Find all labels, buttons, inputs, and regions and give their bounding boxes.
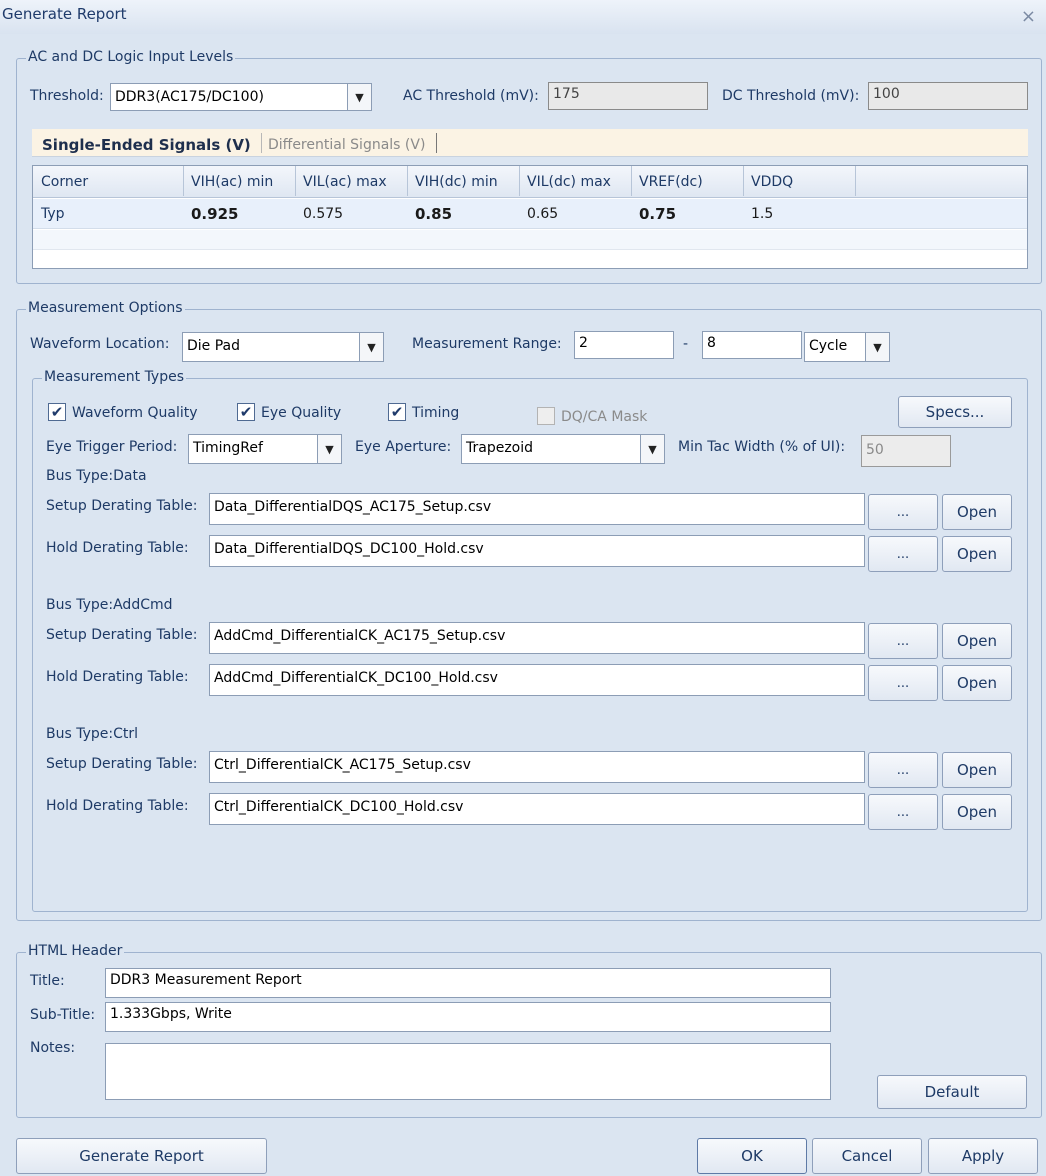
column-header: VIL(dc) max — [527, 174, 611, 190]
dc-threshold-field: 100 — [868, 82, 1028, 110]
eye-trigger-period-dropdown[interactable] — [188, 434, 342, 464]
eye-quality-checkbox[interactable]: ✔ — [237, 403, 255, 421]
open-button[interactable]: Open — [942, 752, 1012, 788]
table-cell: 0.85 — [415, 205, 453, 223]
bus-type-label: Bus Type:AddCmd — [46, 597, 173, 613]
browse-button[interactable]: ... — [868, 623, 938, 659]
hold-derating-input[interactable]: Ctrl_DifferentialCK_DC100_Hold.csv — [209, 793, 865, 825]
tab-differential[interactable]: Differential Signals (V) — [268, 137, 426, 153]
open-button[interactable]: Open — [942, 494, 1012, 530]
measurement-options-legend: Measurement Options — [28, 300, 183, 316]
browse-button[interactable]: ... — [868, 752, 938, 788]
eye-trigger-period-label: Eye Trigger Period: — [46, 439, 178, 455]
timing-label[interactable]: Timing — [412, 405, 460, 421]
hold-derating-input[interactable]: AddCmd_DifferentialCK_DC100_Hold.csv — [209, 664, 865, 696]
range-dash: - — [683, 336, 689, 352]
bus-type-label: Bus Type:Ctrl — [46, 726, 139, 742]
column-header: VDDQ — [751, 174, 794, 190]
table-cell: 0.925 — [191, 205, 239, 223]
table-empty-row — [33, 230, 1027, 250]
min-tac-width-label: Min Tac Width (% of UI): — [678, 439, 846, 455]
table-header — [33, 166, 1027, 198]
hold-derating-label: Hold Derating Table: — [46, 540, 189, 556]
browse-button[interactable]: ... — [868, 665, 938, 701]
table-cell: 0.575 — [303, 206, 344, 222]
range-to-input[interactable]: 8 — [702, 331, 802, 359]
eye-trigger-period-value: TimingRef — [193, 440, 263, 456]
hold-derating-label: Hold Derating Table: — [46, 798, 189, 814]
logic-levels-legend: AC and DC Logic Input Levels — [28, 49, 234, 65]
title-bar — [0, 0, 1046, 34]
tab-divider — [261, 133, 262, 153]
chevron-down-icon[interactable]: ▼ — [317, 435, 341, 463]
setup-derating-label: Setup Derating Table: — [46, 756, 198, 772]
open-button[interactable]: Open — [942, 794, 1012, 830]
dq-ca-mask-checkbox — [537, 407, 555, 425]
title-input[interactable]: DDR3 Measurement Report — [105, 968, 831, 998]
eye-aperture-value: Trapezoid — [466, 440, 534, 456]
setup-derating-label: Setup Derating Table: — [46, 627, 198, 643]
threshold-dropdown[interactable] — [110, 83, 372, 111]
generate-report-button[interactable]: Generate Report — [16, 1138, 267, 1174]
tab-single-ended[interactable]: Single-Ended Signals (V) — [42, 136, 251, 154]
bus-type-label: Bus Type:Data — [46, 468, 147, 484]
window-title: Generate Report — [2, 5, 127, 23]
open-button[interactable]: Open — [942, 665, 1012, 701]
apply-button[interactable]: Apply — [928, 1138, 1038, 1174]
waveform-location-label: Waveform Location: — [30, 336, 170, 352]
dq-ca-mask-label: DQ/CA Mask — [561, 409, 648, 425]
open-button[interactable]: Open — [942, 536, 1012, 572]
table-cell-corner: Typ — [41, 206, 65, 222]
subtitle-label: Sub-Title: — [30, 1007, 96, 1023]
table-cell: 1.5 — [751, 206, 774, 222]
open-button[interactable]: Open — [942, 623, 1012, 659]
waveform-location-dropdown[interactable] — [182, 332, 384, 362]
eye-quality-label[interactable]: Eye Quality — [261, 405, 342, 421]
ok-button[interactable]: OK — [697, 1138, 807, 1174]
chevron-down-icon[interactable]: ▼ — [640, 435, 664, 463]
title-label: Title: — [30, 973, 65, 989]
chevron-down-icon[interactable]: ▼ — [359, 333, 383, 361]
table-cell: 0.65 — [527, 206, 559, 222]
eye-aperture-label: Eye Aperture: — [355, 439, 452, 455]
levels-table — [32, 165, 1028, 269]
ac-threshold-label: AC Threshold (mV): — [403, 88, 539, 104]
eye-aperture-dropdown[interactable] — [461, 434, 665, 464]
dc-threshold-label: DC Threshold (mV): — [722, 88, 860, 104]
column-header: Corner — [41, 174, 89, 190]
waveform-location-value: Die Pad — [187, 338, 241, 354]
waveform-quality-label[interactable]: Waveform Quality — [72, 405, 198, 421]
measurement-range-label: Measurement Range: — [412, 336, 562, 352]
timing-checkbox[interactable]: ✔ — [388, 403, 406, 421]
subtitle-input[interactable]: 1.333Gbps, Write — [105, 1002, 831, 1032]
setup-derating-input[interactable]: AddCmd_DifferentialCK_AC175_Setup.csv — [209, 622, 865, 654]
column-header: VIL(ac) max — [303, 174, 387, 190]
threshold-value: DDR3(AC175/DC100) — [115, 89, 264, 105]
range-from-input[interactable]: 2 — [574, 331, 674, 359]
close-icon[interactable]: × — [1020, 6, 1036, 27]
browse-button[interactable]: ... — [868, 794, 938, 830]
notes-label: Notes: — [30, 1040, 76, 1056]
min-tac-width-field: 50 — [861, 435, 951, 467]
setup-derating-input[interactable]: Data_DifferentialDQS_AC175_Setup.csv — [209, 493, 865, 525]
table-cell: 0.75 — [639, 205, 677, 223]
range-unit-value: Cycle — [809, 338, 848, 354]
specs-button[interactable]: Specs... — [898, 396, 1012, 428]
setup-derating-input[interactable]: Ctrl_DifferentialCK_AC175_Setup.csv — [209, 751, 865, 783]
tab-divider — [436, 133, 437, 153]
browse-button[interactable]: ... — [868, 536, 938, 572]
browse-button[interactable]: ... — [868, 494, 938, 530]
range-unit-dropdown[interactable] — [804, 332, 890, 362]
measurement-types-legend: Measurement Types — [44, 369, 185, 385]
setup-derating-label: Setup Derating Table: — [46, 498, 198, 514]
ac-threshold-field: 175 — [548, 82, 708, 110]
default-button[interactable]: Default — [877, 1075, 1027, 1109]
column-header: VREF(dc) — [639, 174, 703, 190]
waveform-quality-checkbox[interactable]: ✔ — [48, 403, 66, 421]
notes-textarea[interactable] — [105, 1043, 831, 1100]
hold-derating-input[interactable]: Data_DifferentialDQS_DC100_Hold.csv — [209, 535, 865, 567]
table-row[interactable] — [33, 199, 1027, 229]
column-header: VIH(dc) min — [415, 174, 498, 190]
chevron-down-icon[interactable]: ▼ — [347, 84, 371, 110]
hold-derating-label: Hold Derating Table: — [46, 669, 189, 685]
chevron-down-icon[interactable]: ▼ — [865, 333, 889, 361]
html-header-legend: HTML Header — [28, 943, 123, 959]
threshold-label: Threshold: — [30, 88, 104, 104]
column-header: VIH(ac) min — [191, 174, 274, 190]
cancel-button[interactable]: Cancel — [812, 1138, 922, 1174]
